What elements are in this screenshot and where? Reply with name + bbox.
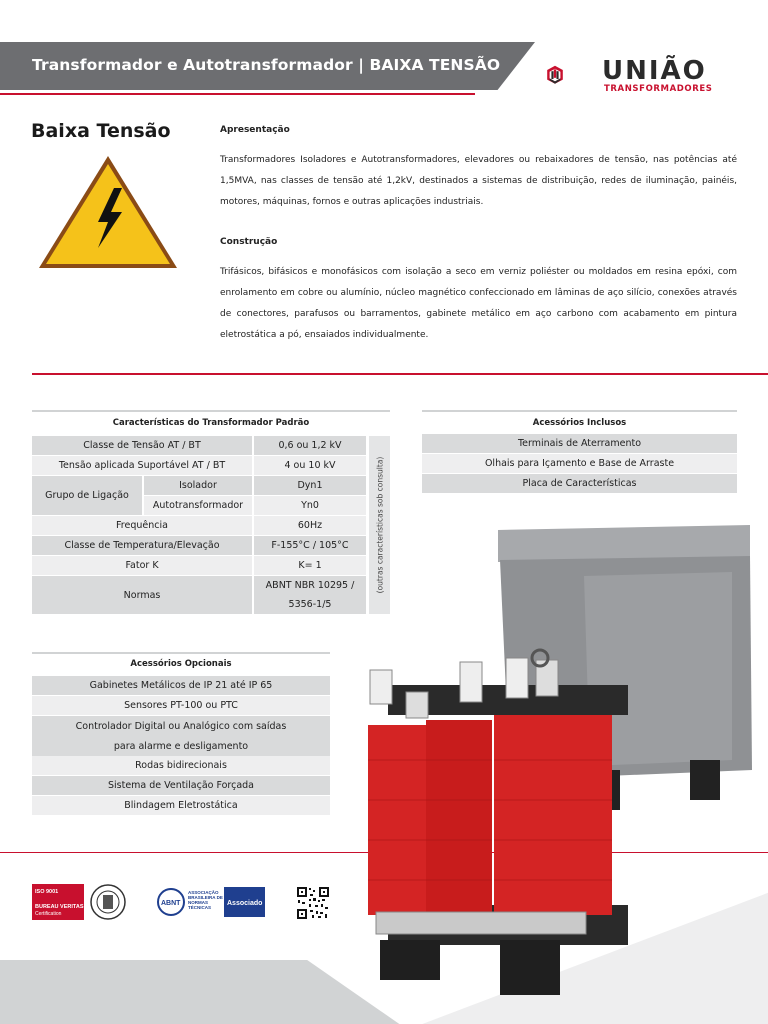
presentation-heading: Apresentação <box>220 125 290 135</box>
construction-text: Trifásicos, bifásicos e monofásicos com isolação a seco em verniz poliéster ou moldados em resina epóxi, com enrolamento em cobre ou alumínio, núcleo magnético confeccionado em lâminas de aço silício, conexões através de conectores, parafusos ou barramentos, gabinete metálico em aço carbono com acabamento em pintura eletrostática a pó, ensaiados individualmente. <box>220 267 737 340</box>
char-value: K= 1 <box>254 556 366 575</box>
vertical-note-text: (outras características sob consulta) <box>375 456 384 594</box>
bv-name-text: BUREAU VERITAS <box>35 904 84 910</box>
high-voltage-warning-icon <box>36 152 180 272</box>
char-sub-label: Isolador <box>144 476 252 495</box>
char-label: Classe de Temperatura/Elevação <box>32 536 252 555</box>
char-sub-label: Autotransformador <box>144 496 252 515</box>
char-value-line: ABNT NBR 10295 / <box>265 580 355 591</box>
transformer-image <box>360 520 768 1000</box>
logo-name: UNIÃO <box>602 56 707 86</box>
char-value: 0,6 ou 1,2 kV <box>254 436 366 455</box>
char-value: Yn0 <box>254 496 366 515</box>
char-value: F-155°C / 105°C <box>254 536 366 555</box>
char-label: Frequência <box>32 516 252 535</box>
bv-iso-text: ISO 9001 <box>35 889 59 895</box>
included-item: Olhais para Içamento e Base de Arraste <box>422 454 737 473</box>
included-title: Acessórios Inclusos <box>532 418 627 428</box>
char-label: Tensão aplicada Suportável AT / BT <box>32 456 252 475</box>
optional-item: Controlador Digital ou Analógico com saídas <box>32 716 330 736</box>
included-item: Placa de Características <box>422 474 737 493</box>
bureau-veritas-logo <box>32 884 130 920</box>
optional-item: Sensores PT-100 ou PTC <box>32 696 330 715</box>
optional-title: Acessórios Opcionais <box>130 659 232 669</box>
optional-item: Sistema de Ventilação Forçada <box>32 776 330 795</box>
bv-cert-text: Certification <box>35 911 62 917</box>
char-label: Classe de Tensão AT / BT <box>32 436 252 455</box>
abnt-text: ASSOCIAÇÃO BRASILEIRA DE NORMAS TÉCNICAS <box>188 890 223 910</box>
char-label: Normas <box>32 576 252 614</box>
presentation-text: Transformadores Isoladores e Autotransformadores, elevadores ou rebaixadores de tensão, nas potências até 1,5MVA, nas classes de tensão até 1,2kV, destinados a sistemas de distribuição, redes de iluminação, painéis, motores, máquinas, fornos e outras aplicações industriais. <box>220 155 737 207</box>
characteristics-title: Características do Transformador Padrão <box>112 418 310 428</box>
char-label: Grupo de Ligação <box>32 476 142 515</box>
section-divider <box>32 373 768 375</box>
optional-item: Gabinetes Metálicos de IP 21 até IP 65 <box>32 676 330 695</box>
abnt-associado-logo <box>156 884 266 920</box>
optional-item: para alarme e desligamento <box>32 736 330 756</box>
optional-item: Rodas bidirecionais <box>32 756 330 775</box>
header-divider <box>0 93 475 95</box>
char-label: Fator K <box>32 556 252 575</box>
abnt-logo-text: ABNT <box>161 900 181 907</box>
char-value: 4 ou 10 kV <box>254 456 366 475</box>
char-value-normas <box>254 576 366 614</box>
qr-code-icon[interactable] <box>296 886 330 920</box>
char-value-line: 5356-1/5 <box>288 599 332 610</box>
construction-heading: Construção <box>220 237 278 247</box>
included-item: Terminais de Aterramento <box>422 434 737 453</box>
page-title: Baixa Tensão <box>31 120 171 142</box>
header-title: Transformador e Autotransformador | BAIXA TENSÃO <box>32 56 501 74</box>
char-value: Dyn1 <box>254 476 366 495</box>
logo-subtitle: TRANSFORMADORES <box>604 84 713 94</box>
abnt-badge-text: Associado <box>227 900 263 907</box>
uniao-logo-icon <box>546 40 606 112</box>
char-value: 60Hz <box>254 516 366 535</box>
optional-item: Blindagem Eletrostática <box>32 796 330 815</box>
